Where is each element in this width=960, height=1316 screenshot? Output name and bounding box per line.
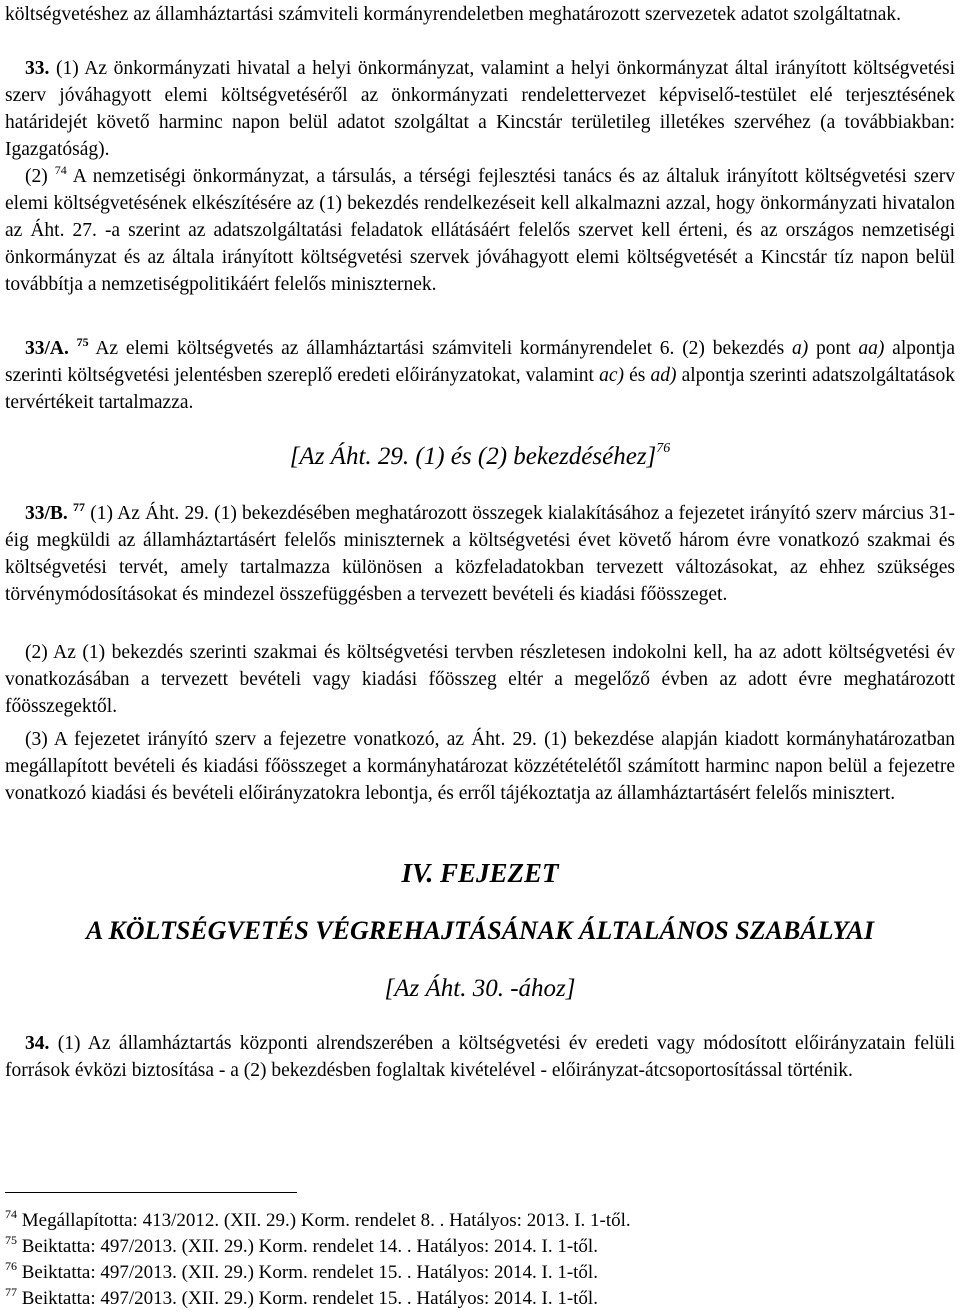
paragraph-text: alpontja szerinti adatszolgáltatások tervértékeit tartalmazza. [5, 364, 956, 413]
footnote-ref-75[interactable]: 75 [76, 335, 89, 349]
footnote-number: 76 [5, 1259, 17, 1273]
paragraph-33b-3: (3) A fejezetet irányító szerv a fejezetre vonatkozó, az Áht. 29. (1) bekezdése alapján kiadott kormányhatározatban megállapított bevételi és kiadási főösszeget a kormányhatározat közzétételétől számított harminc napon belül a fejezetre vonatkozó kiadási és bevételi előirányzatokra lebontja, és erről tájékoztatja az államháztartásért felelős minisztert. [5, 729, 955, 804]
paragraph-34 [5, 1031, 955, 1085]
section-number: 33. [25, 58, 50, 79]
paragraph-text: pont [808, 338, 859, 359]
footnote-ref-77[interactable]: 77 [73, 500, 86, 514]
footnote-number: 75 [5, 1233, 17, 1247]
paragraph-text: (1) Az Áht. 29. (1) bekezdésében meghatározott összegek kialakításához a fejezetet irányító szerv március 31-éig megküldi az államháztartásért felelős miniszternek a költségvetési évet követő három évre vonatkozó szakmai és költségvetési tervét, amely tartalmazza különösen a közfeladatokban tervezett változásokat, az ehhez szükséges törvénymódosításokat és mindezel összefüggésben a tervezett bevételi és kiadási főösszeget. [5, 503, 956, 605]
chapter-subtitle: A KÖLTSÉGVETÉS VÉGREHAJTÁSÁNAK ÁLTALÁNOS SZABÁLYAI [86, 916, 874, 945]
footnote-ref-76[interactable]: 76 [656, 441, 671, 456]
footnote-text: Beiktatta: 497/2013. (XII. 29.) Korm. rendelet 15. . Hatályos: 2014. I. 1-től. [17, 1262, 598, 1283]
chapter-title: IV. FEJEZET [401, 858, 559, 888]
footnote-ref-74[interactable]: 74 [54, 163, 67, 177]
footnote-number: 77 [5, 1285, 17, 1299]
footnote-74 [5, 1208, 955, 1234]
footnote-text: Megállapította: 413/2012. (XII. 29.) Korm. rendelet 8. . Hatályos: 2013. I. 1-től. [17, 1210, 631, 1231]
heading-text: (1) és (2) bekezdéséhez] [415, 443, 657, 470]
paragraph-33b [5, 501, 955, 609]
footnotes [5, 1208, 955, 1312]
paragraph-text: (1) Az önkormányzati hivatal a helyi önkormányzat, valamint a helyi önkormányzat által irányított költségvetési szerv jóváhagyott elemi költségvetéséről az önkormányzati rendelettervezet képviselő-testület elé terjesztésének határidejét követő harminc napon belül adatot szolgáltat a Kincstár területileg illetékes szervéhez (a továbbiakban: Igazgatóság). [5, 58, 955, 160]
paragraph-33 [5, 56, 955, 164]
heading-text: [Az Áht. 29. [289, 443, 416, 470]
footnote-76 [5, 1260, 955, 1286]
italic-ref: ac) [599, 364, 624, 386]
chapter-ref-heading: [Az Áht. 30. -ához] [384, 975, 576, 1002]
paragraph-text: (1) Az államháztartás központi alrendszerében a költségvetési év eredeti vagy módosított előirányzatain felüli források évközi biztosítása - a (2) bekezdésben foglaltak kivételével - előirányzat-átcsoportosítással történik. [5, 1033, 955, 1081]
italic-ref: aa) [858, 338, 885, 359]
footnote-77 [5, 1286, 955, 1312]
italic-ref: a) [791, 338, 809, 359]
paragraph-text: Az elemi költségvetés az államháztartási számviteli kormányrendelet 6. (2) bekezdés [88, 338, 792, 359]
italic-ref: ad) [650, 364, 677, 386]
paragraph-continuation: költségvetéshez az államháztartási számviteli kormányrendeletben meghatározott szervezetek adatot szolgáltatnak. [5, 4, 902, 25]
paragraph-text: alpontja szerinti költségvetési jelentésben szereplő eredeti előirányzatokat, valamint [5, 338, 955, 386]
paragraph-33a [5, 336, 955, 417]
footnote-text: Beiktatta: 497/2013. (XII. 29.) Korm. rendelet 15. . Hatályos: 2014. I. 1-től. [17, 1288, 598, 1309]
footnote-number: 74 [5, 1207, 17, 1221]
footnote-75 [5, 1234, 955, 1260]
section-heading-aht-29 [5, 443, 955, 471]
paragraph-33-2 [5, 164, 955, 299]
paragraph-text: és [623, 364, 651, 386]
section-number: 33/B. [25, 503, 68, 524]
section-number: 34. [25, 1033, 50, 1054]
paragraph-prefix: (2) [25, 166, 55, 187]
footnote-text: Beiktatta: 497/2013. (XII. 29.) Korm. rendelet 14. . Hatályos: 2014. I. 1-től. [17, 1236, 598, 1257]
paragraph-text: A nemzetiségi önkormányzat, a társulás, a térségi fejlesztési tanács és az általuk irányított költségvetési szerv elemi költségvetésének elkészítésére az (1) bekezdés rendelkezéseit kell alkalmazni azzal, hogy önkormányzati hivatalon az Áht. 27. -a szerint az adatszolgáltatási feladatok ellátásáért felelős szervet kell érteni, és az országos nemzetiségi önkormányzat és az általa irányított költségvetési szervek jóváhagyott elemi költségvetését a Kincstár tíz napon belül továbbítja a nemzetiségpolitikáért felelős miniszternek. [5, 166, 955, 295]
paragraph-33b-2: (2) Az (1) bekezdés szerinti szakmai és költségvetési tervben részletesen indokolni kell, ha az adott költségvetési év vonatkozásában a tervezett bevételi vagy kiadási főösszeg eltér a megelőző évben az adott évre meghatározott főösszegektől. [5, 642, 955, 717]
footnote-separator [5, 1192, 297, 1193]
section-number: 33/A. [25, 338, 69, 359]
